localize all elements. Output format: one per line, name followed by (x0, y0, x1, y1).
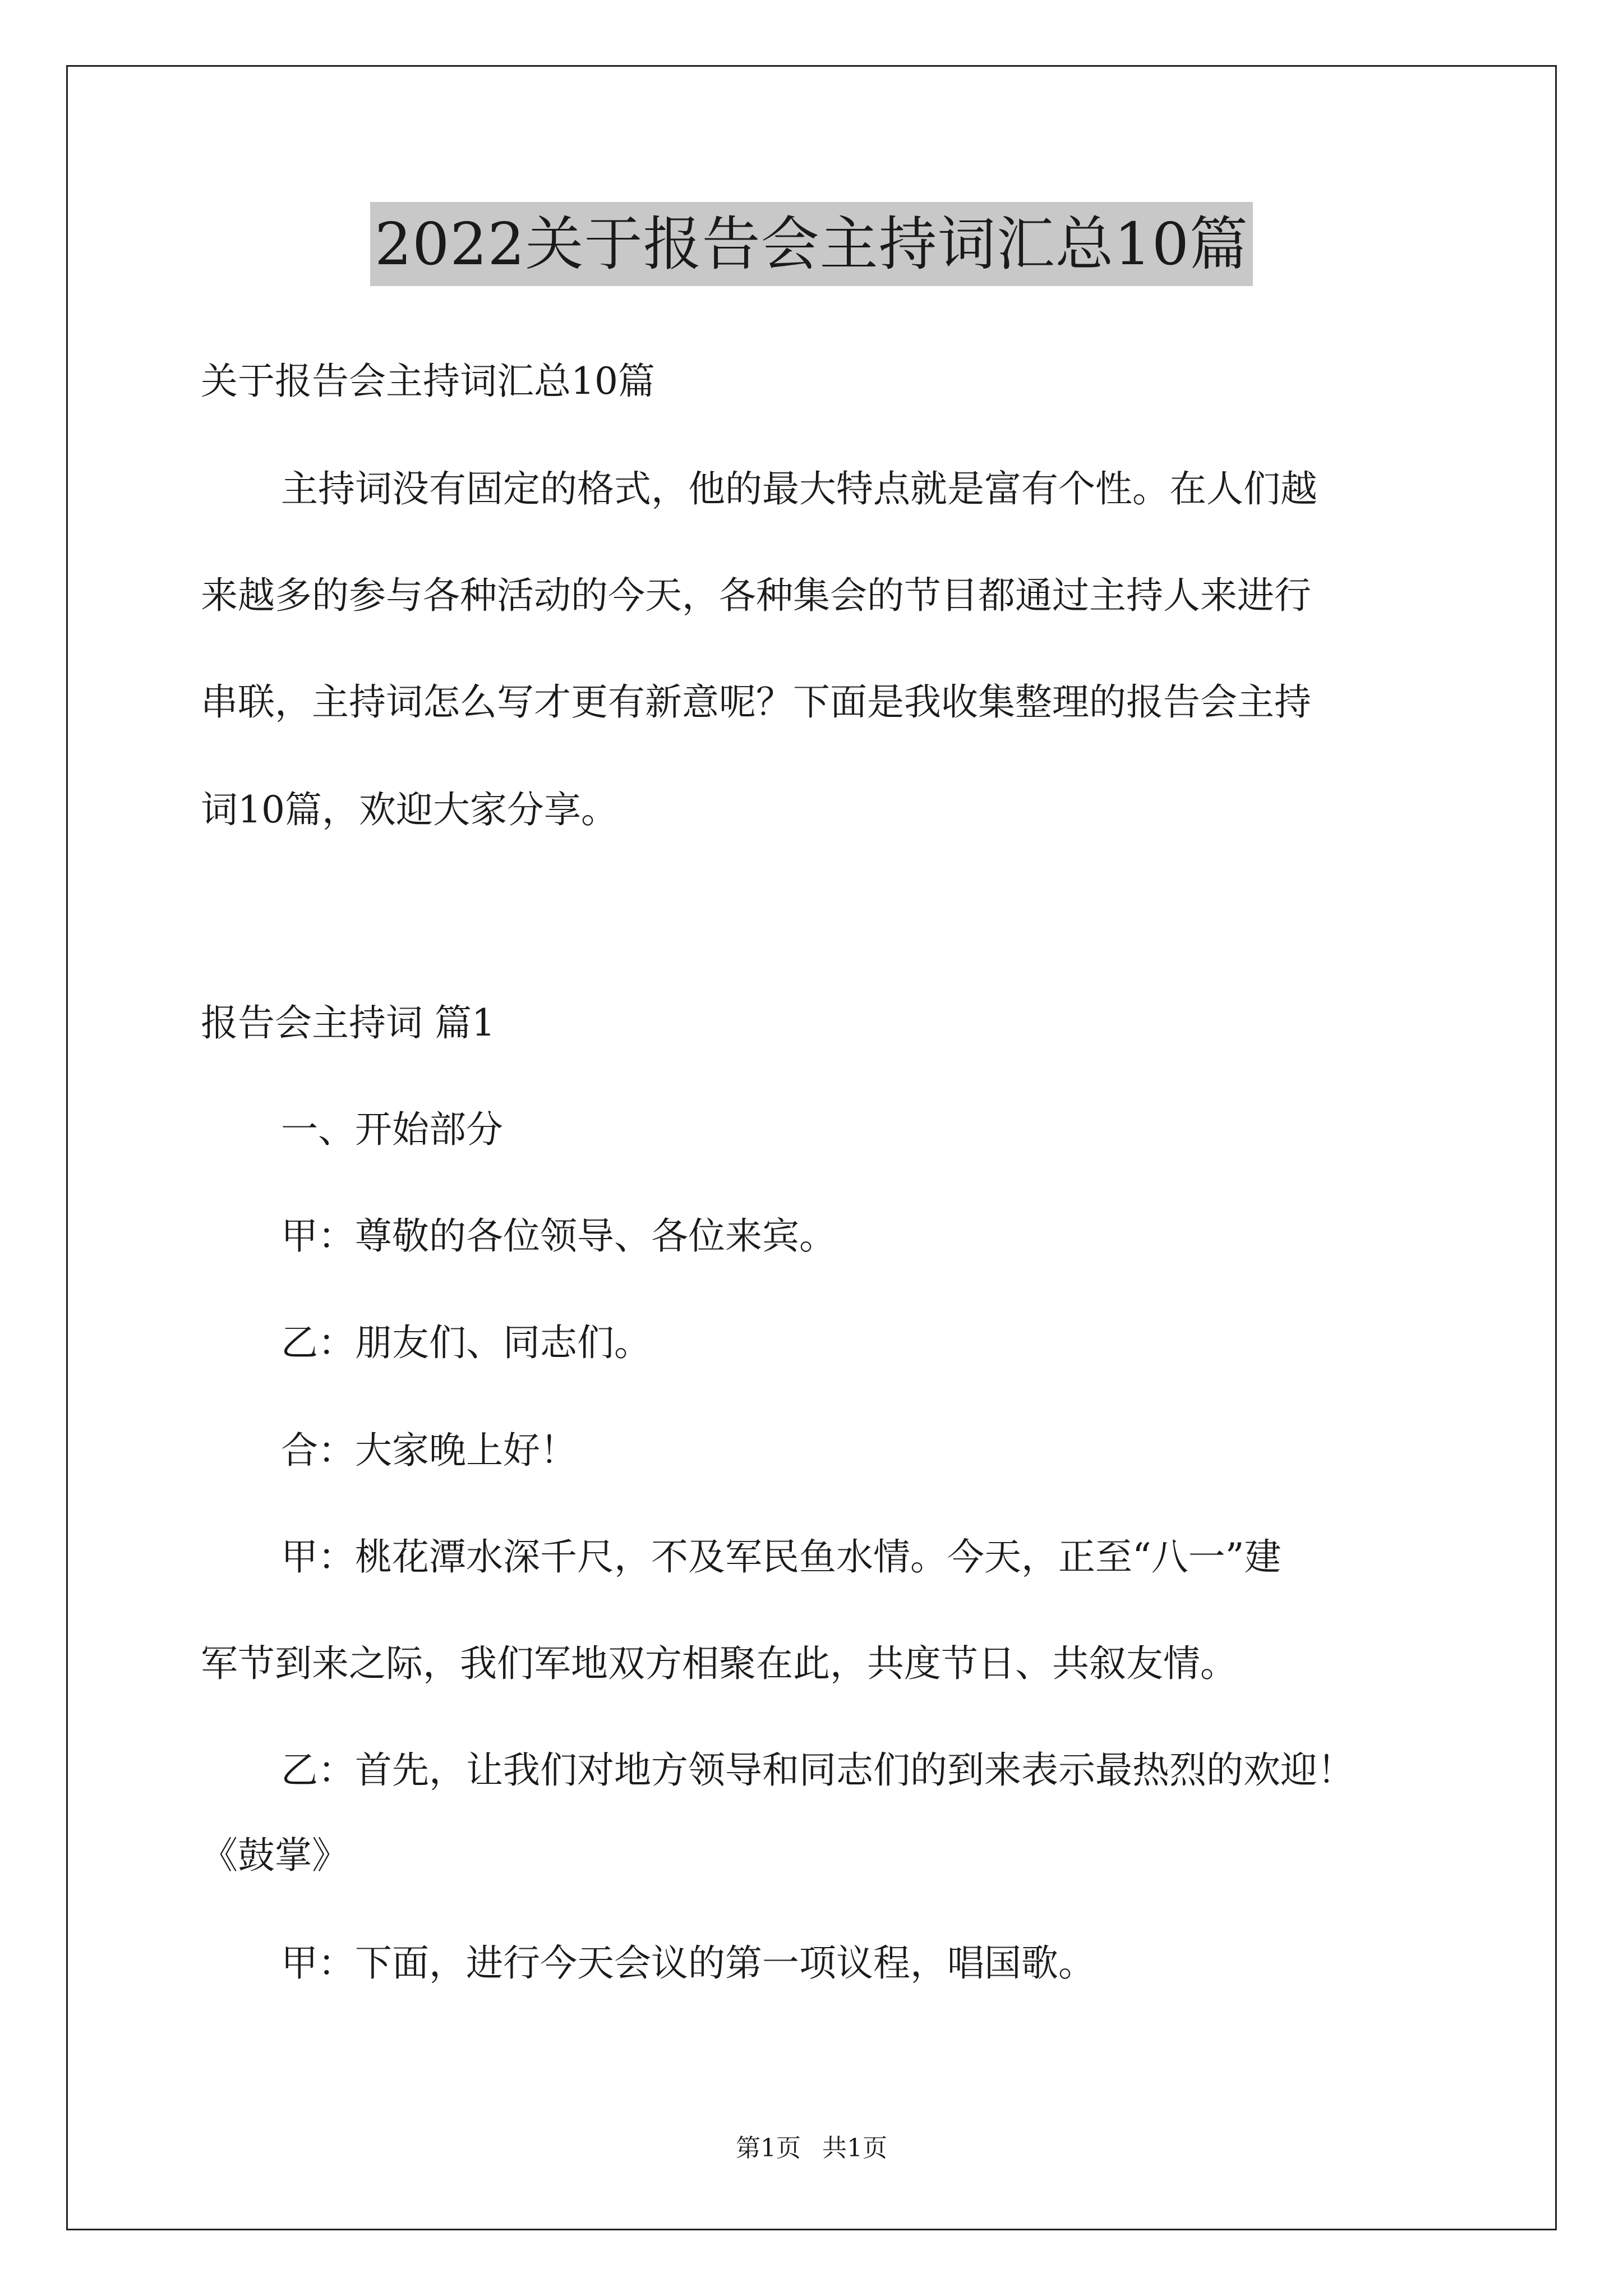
section-line: 合：大家晚上好！ (281, 1429, 577, 1472)
section-line: 《鼓掌》 (201, 1834, 349, 1877)
page-number-total: 共1页 (822, 2134, 887, 2162)
intro-line: 主持词没有固定的格式，他的最大特点就是富有个性。在人们越 (281, 467, 1317, 510)
intro-line: 词10篇，欢迎大家分享。 (201, 788, 618, 831)
page-footer (0, 2132, 1623, 2165)
intro-line: 串联，主持词怎么写才更有新意呢？下面是我收集整理的报告会主持 (201, 680, 1311, 724)
section-heading: 报告会主持词 篇1 (201, 1001, 495, 1045)
section-line: 一、开始部分 (281, 1108, 503, 1151)
document-subtitle: 关于报告会主持词汇总10篇 (201, 360, 655, 403)
page-number-current: 第1页 (736, 2134, 801, 2162)
title-container (0, 202, 1623, 286)
section-line: 甲：桃花潭水深千尺，不及军民鱼水情。今天，正至“八一”建 (281, 1535, 1281, 1579)
intro-line: 来越多的参与各种活动的今天，各种集会的节目都通过主持人来进行 (201, 574, 1311, 617)
document-title: 2022关于报告会主持词汇总10篇 (370, 202, 1253, 286)
section-line: 军节到来之际，我们军地双方相聚在此，共度节日、共叙友情。 (201, 1642, 1237, 1685)
section-line: 甲：尊敬的各位领导、各位来宾。 (281, 1214, 836, 1258)
section-line: 乙：首先，让我们对地方领导和同志们的到来表示最热烈的欢迎！ (281, 1749, 1354, 1792)
section-line: 甲：下面，进行今天会议的第一项议程，唱国歌。 (281, 1941, 1095, 1985)
section-line: 乙：朋友们、同志们。 (281, 1321, 651, 1364)
